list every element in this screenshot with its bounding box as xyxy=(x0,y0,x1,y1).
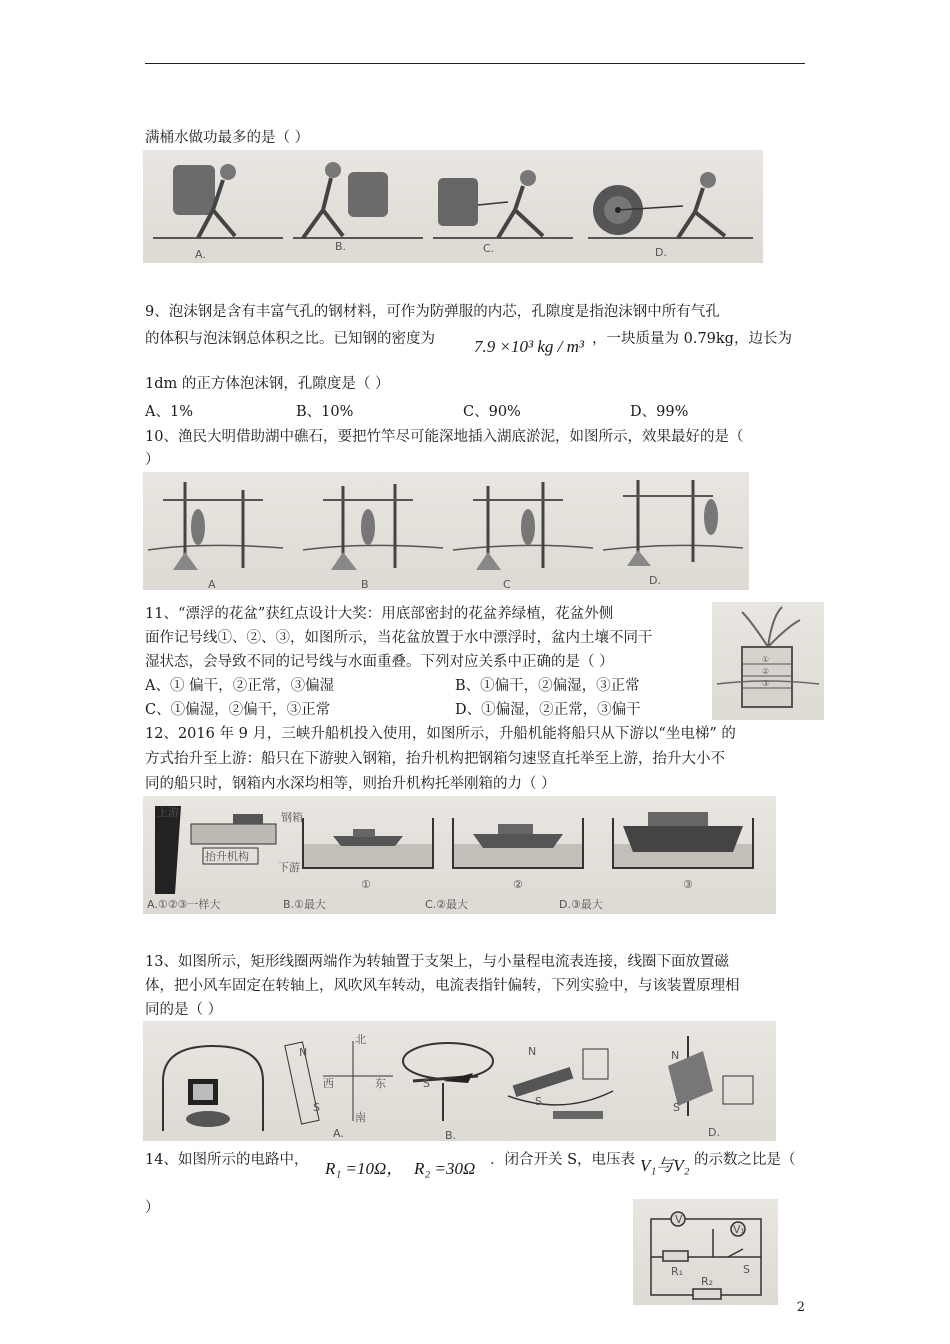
q13-label-s-d: S xyxy=(673,1101,680,1114)
q14-label-s: S xyxy=(743,1263,750,1276)
q13-label-south: 南 xyxy=(355,1111,366,1124)
header-rule xyxy=(145,63,805,64)
q13-label-n-a: N xyxy=(299,1046,308,1059)
q9-line2-b: ，一块质量为 0.79kg，边长为 xyxy=(592,331,792,347)
q11-line2: 面作记号线①、②、③，如图所示，当花盆放置于水中漂浮时，盆内土壤不同干 xyxy=(145,630,653,646)
q12-label-upstream: 上游 xyxy=(157,806,179,819)
q9-line3: 1dm 的正方体泡沫钢，孔隙度是（ ） xyxy=(145,376,390,392)
q8-figure xyxy=(143,150,763,263)
q8-label-a: A. xyxy=(195,248,206,261)
q14-label-v1: V₁ xyxy=(733,1223,745,1236)
q12-fig-option-a: A.①②③一样大 xyxy=(147,898,221,911)
q10-line2: ） xyxy=(145,452,160,468)
q11-option-d: D、①偏湿，②正常，③偏干 xyxy=(455,702,641,718)
q10-label-b: B xyxy=(361,578,369,590)
q11-mark-2: ② xyxy=(762,667,770,676)
q10-figure xyxy=(143,472,749,590)
q14-label-r1: R₁ xyxy=(671,1265,684,1278)
q10-label-d: D. xyxy=(649,574,661,587)
q11-option-c: C、①偏湿，②偏干，③正常 xyxy=(145,702,331,718)
q13-figure xyxy=(143,1021,776,1141)
q14-label-r2: R₂ xyxy=(701,1275,714,1288)
q9-density-formula: 7.9 ×10³ kg / m³ xyxy=(474,337,584,356)
q12-label-1: ① xyxy=(361,878,371,891)
q13-label-n-d: N xyxy=(671,1049,680,1062)
q12-fig-option-c: C.②最大 xyxy=(425,898,469,911)
q12-label-box: 钢箱 xyxy=(281,811,303,824)
q10-line1: 10、渔民大明借助湖中礁石，要把竹竿尽可能深地插入湖底淤泥，如图所示，效果最好的是（ xyxy=(145,429,744,445)
q13-label-a: A. xyxy=(333,1127,344,1140)
q14-line2: ） xyxy=(145,1200,160,1216)
q12-line1: 12、2016 年 9 月，三峡升船机投入使用，如图所示，升船机能将船只从下游以“坐电梯” 的 xyxy=(145,726,736,742)
q14-circuit-figure xyxy=(633,1199,778,1305)
q12-line2: 方式抬升至上游：船只在下游驶入钢箱，抬升机构把钢箱匀速竖直托举至上游，抬升大小不 xyxy=(145,751,725,767)
q9-option-a: A、1% xyxy=(145,404,193,420)
q13-line3: 同的是（ ） xyxy=(145,1002,223,1018)
page-number: 2 xyxy=(796,1300,805,1315)
q13-label-north: 北 xyxy=(355,1033,366,1046)
q10-label-a: A xyxy=(208,578,216,590)
q12-label-lift: 抬升机构 xyxy=(205,850,249,863)
q14-voltmeters: V₁与V₂ xyxy=(640,1156,690,1175)
q10-label-c: C xyxy=(503,578,511,590)
q13-label-b: B. xyxy=(445,1129,457,1141)
q13-label-s-b: S xyxy=(423,1077,430,1090)
q14-line1-a: 14、如图所示的电路中， xyxy=(145,1152,309,1168)
q9-line1: 9、泡沫钢是含有丰富气孔的钢材料，可作为防弹服的内芯，孔隙度是指泡沫钢中所有气孔 xyxy=(145,304,720,320)
q12-fig-option-d: D.③最大 xyxy=(559,898,603,911)
q12-label-2: ② xyxy=(513,878,523,891)
q8-label-c: C. xyxy=(483,242,495,255)
q11-option-a: A、① 偏干，②正常，③偏湿 xyxy=(145,678,335,694)
q12-line3: 同的船只时，钢箱内水深均相等，则抬升机构托举刚箱的力（ ） xyxy=(145,776,556,792)
q11-option-b: B、①偏干，②偏湿，③正常 xyxy=(455,678,640,694)
q14-line1-b: ．闭合开关 S，电压表 xyxy=(490,1152,636,1168)
q8-label-b: B. xyxy=(335,240,347,253)
q13-label-west: 西 xyxy=(323,1077,334,1090)
q13-label-n-c: N xyxy=(528,1045,537,1058)
q12-label-downstream: 下游 xyxy=(278,861,300,874)
q11-mark-1: ① xyxy=(762,655,770,664)
q12-label-3: ③ xyxy=(683,878,693,891)
q13-line1: 13、如图所示，矩形线圈两端作为转轴置于支架上，与小量程电流表连接，线圈下面放置磁 xyxy=(145,954,729,970)
q9-line2-a: 的体积与泡沫钢总体积之比。已知钢的密度为 xyxy=(145,331,435,347)
q11-mark-3: ③ xyxy=(762,679,770,688)
q12-fig-option-b: B.①最大 xyxy=(283,898,326,911)
q13-label-east: 东 xyxy=(375,1077,386,1090)
q13-label-s-c: S xyxy=(535,1095,542,1108)
q11-flowerpot-figure xyxy=(712,602,824,720)
q8-question-tail: 满桶水做功最多的是（ ） xyxy=(145,130,310,146)
q12-figure xyxy=(143,796,776,914)
q14-line1-c: 的示数之比是（ xyxy=(694,1152,796,1168)
q14-label-v: V xyxy=(675,1213,683,1226)
q9-option-d: D、99% xyxy=(630,404,689,420)
q13-label-s-a: S xyxy=(313,1101,320,1114)
q9-option-c: C、90% xyxy=(463,404,521,420)
q9-option-b: B、10% xyxy=(296,404,354,420)
q11-line1: 11、“漂浮的花盆”获红点设计大奖：用底部密封的花盆养绿植，花盆外侧 xyxy=(145,606,614,622)
q13-line2: 体，把小风车固定在转轴上，风吹风车转动，电流表指针偏转，下列实验中，与该装置原理相 xyxy=(145,978,740,994)
q8-label-d: D. xyxy=(655,246,667,259)
q14-r2: R₂ =30Ω xyxy=(414,1159,476,1178)
q13-label-d: D. xyxy=(708,1126,720,1139)
q14-r1: R₁ =10Ω， xyxy=(325,1159,404,1178)
q11-line3: 湿状态，会导致不同的记号线与水面重叠。下列对应关系中正确的是（ ） xyxy=(145,654,614,670)
